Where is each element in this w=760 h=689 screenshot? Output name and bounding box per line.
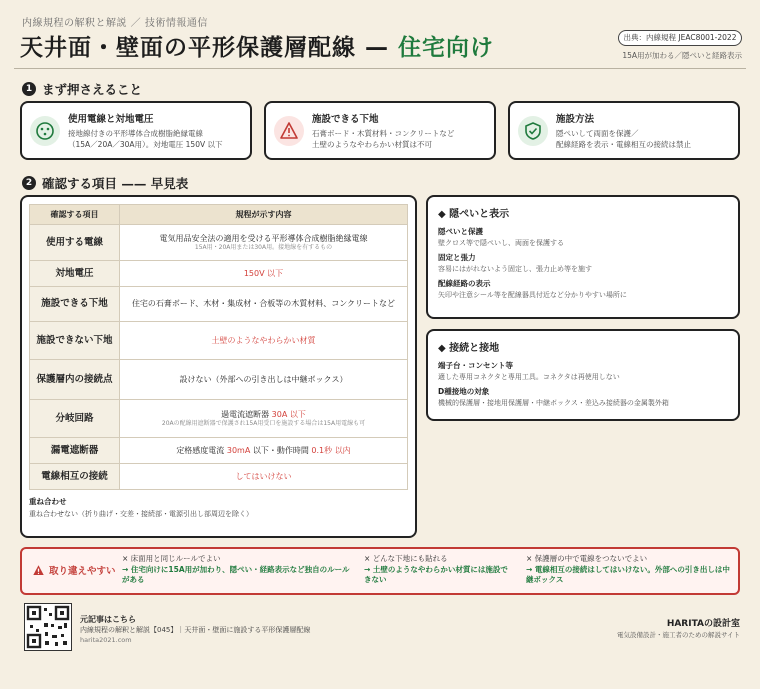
row-item: 使用する電線 (30, 225, 120, 261)
row-item: 電線相互の接続 (30, 464, 120, 490)
table-row (30, 225, 408, 261)
side-subtitle: 固定と張力 (438, 253, 476, 262)
content-sub: 15A用・20A用または30A用。接地線を有するもの (194, 243, 333, 251)
table-header: 規程が示す内容 (120, 205, 408, 225)
side-text: 適した専用コネクタと専用工具。コネクタは再使用しない (438, 373, 620, 381)
check-table (29, 204, 408, 490)
row-content (120, 360, 408, 400)
side-text: 壁クロス等で隠ぺいし、両面を保護する (438, 239, 564, 247)
content-red: してはいけない (235, 471, 292, 481)
header-divider (14, 68, 746, 69)
essential-card-method (508, 101, 740, 160)
table-row (30, 400, 408, 438)
table-row (30, 464, 408, 490)
content-text: 設けない（外部への引き出しは中継ボックス） (179, 374, 348, 384)
content-text: 住宅の石膏ボード、木材・集成材・合板等の木質材料、コンクリートなど (131, 299, 396, 309)
row-content (120, 464, 408, 490)
essential-text: 配線経路を表示・電線相互の接続は禁止 (556, 139, 691, 149)
content-text: 電気用品安全法の適用を受ける平形導体合成樹脂絶縁電線 (159, 233, 368, 243)
side-subtitle: 端子台・コンセント等 (438, 361, 513, 370)
check-table-card (20, 195, 417, 538)
content-text: 定格感度電流 (176, 445, 225, 455)
side-subtitle: D種接地の対象 (438, 387, 490, 396)
section1-heading (22, 80, 142, 98)
brand-subtitle: 電気設備設計・施工者のための解説サイト (616, 631, 740, 639)
content-red: 150V 以下 (243, 268, 284, 278)
note-text: 重ね合わせない（折り曲げ・交差・接続部・電源引出し部周辺を除く） (29, 510, 253, 518)
mistake-right: → 住宅向けに15A用が加わり、隠ぺい・経路表示など独自のルールがある (122, 564, 350, 584)
mistake-right: → 土壁のようなやわらかい材質には施設できない (364, 564, 508, 584)
content-sub: 20Aの配線用遮断器で保護され15A用受口を施設する場合は15A用電線も可 (161, 419, 366, 427)
content-red: 土壁のようなやわらかい材質 (211, 335, 316, 345)
warning-triangle-icon (274, 116, 304, 146)
footer-article: 内線規程の解釈と解説【045】｜天井面・壁面に施設する平形保護層配線 (80, 626, 311, 634)
row-item: 分岐回路 (30, 400, 120, 438)
shield-check-icon (518, 116, 548, 146)
power-outlet-icon (30, 116, 60, 146)
side-card-grounding (426, 329, 740, 421)
qr-code-icon[interactable] (24, 603, 72, 651)
section1-number: 1 (22, 82, 36, 96)
mistake-right: → 電線相互の接続はしてはいけない。外部への引き出しは中継ボックス (526, 564, 730, 584)
content-red: 30A 以下 (271, 409, 306, 419)
source-note: 15A用が加わる／隠ぺいと経路表示 (622, 51, 742, 60)
row-item: 施設できる下地 (30, 287, 120, 322)
section2-heading (22, 174, 188, 192)
content-red: 0.1秒 以内 (311, 445, 351, 455)
section2-number: 2 (22, 176, 36, 190)
table-row (30, 360, 408, 400)
row-content (120, 287, 408, 322)
side-title: ◆ 隠ぺいと表示 (438, 209, 510, 220)
row-item: 漏電遮断器 (30, 438, 120, 464)
row-item: 保護層内の接続点 (30, 360, 120, 400)
essential-card-substrate (264, 101, 496, 160)
essential-text: 土壁のようなやわらかい材質は不可 (312, 139, 432, 149)
content-red: 30mA (226, 445, 251, 455)
side-card-concealment (426, 195, 740, 319)
note-title: 重ね合わせ (29, 497, 67, 506)
footer-url[interactable]: harita2021.com (80, 636, 132, 644)
brand-name: HARITAの設計室 (666, 619, 740, 629)
title-accent: 住宅向け (398, 35, 495, 61)
row-content (120, 400, 408, 438)
content-text: 以下・動作時間 (252, 445, 309, 455)
page-title (20, 29, 494, 62)
side-subtitle: 隠ぺいと保護 (438, 227, 483, 236)
mistake-wrong: × 床面用と同じルールでよい (122, 554, 221, 563)
essential-title: 使用電線と対地電圧 (68, 113, 154, 125)
footer-qr-title: 元記事はこちら (80, 615, 136, 624)
mistake-wrong: × どんな下地にも貼れる (364, 554, 448, 563)
table-row (30, 438, 408, 464)
table-row (30, 287, 408, 322)
side-title: ◆ 接続と接地 (438, 343, 500, 354)
row-content (120, 225, 408, 261)
warning-triangle-icon (32, 564, 45, 577)
source-badge: 出典：内線規程 JEAC8001-2022 (618, 30, 742, 46)
row-content (120, 261, 408, 287)
essential-title: 施設方法 (556, 113, 595, 125)
essential-card-wire (20, 101, 252, 160)
section2-title: 確認する項目 —— 早見表 (42, 176, 189, 191)
mistake-item (364, 554, 514, 586)
title-main: 天井面・壁面の平形保護層配線 — (20, 35, 390, 61)
side-text: 機械的保護層・接地用保護層・中継ボックス・差込み接続器の金属製外箱 (438, 399, 669, 407)
content-text: 過電流遮断器 (221, 409, 270, 419)
essential-text: 接地線付きの平形導体合成樹脂絶縁電線 (68, 128, 203, 138)
mistakes-badge: 取り違えやすい (32, 563, 116, 577)
side-subtitle: 配線経路の表示 (438, 279, 491, 288)
side-text: 容易にはがれないよう固定し、張力止め等を施す (438, 265, 592, 273)
mistake-wrong: × 保護層の中で電線をつないでよい (526, 554, 648, 563)
essential-text: 石膏ボード・木質材料・コンクリートなど (312, 128, 455, 138)
table-row (30, 322, 408, 360)
essential-text: 隠ぺいして両面を保護／ (556, 128, 639, 138)
essential-title: 施設できる下地 (312, 113, 379, 125)
mistakes-band (20, 547, 740, 595)
tagline: 内線規程の解釈と解説 ／ 技術情報通信 (22, 18, 208, 29)
side-text: 矢印や注意シール等を配線器具付近など分かりやすい場所に (438, 291, 627, 299)
row-content (120, 438, 408, 464)
mistake-item (526, 554, 736, 586)
essential-text: （15A／20A／30A用）。対地電圧 150V 以下 (68, 139, 223, 149)
section1-title: まず押さえること (42, 82, 143, 97)
row-item: 対地電圧 (30, 261, 120, 287)
table-header: 確認する項目 (30, 205, 120, 225)
row-content (120, 322, 408, 360)
row-item: 施設できない下地 (30, 322, 120, 360)
mistake-item (122, 554, 352, 586)
table-row (30, 261, 408, 287)
